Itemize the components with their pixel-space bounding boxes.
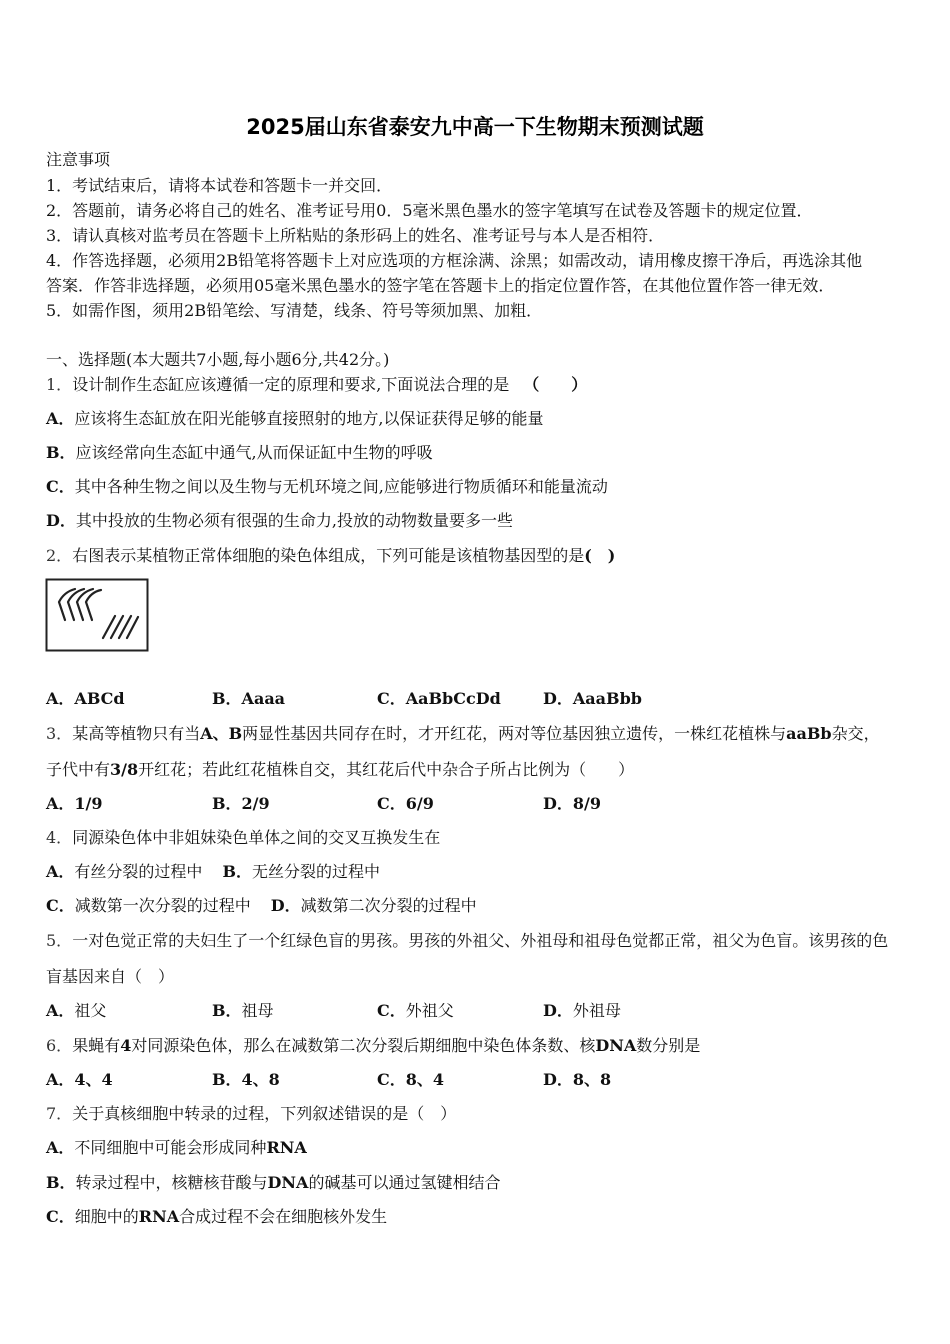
option-text: 外祖父: [405, 1001, 454, 1020]
option-b: [212, 794, 270, 814]
question-6-stem: [46, 1036, 700, 1056]
question-5-stem-line-2: [46, 967, 174, 987]
option-label: A．: [46, 1001, 75, 1020]
stem-text: 设计制作生态缸应该遵循一定的原理和要求,下面说法合理的是: [72, 375, 510, 394]
option-text: 有丝分裂的过程中: [74, 862, 203, 881]
question-number: 1．: [46, 375, 73, 394]
question-1-stem: [46, 375, 587, 395]
option-text: 8/9: [572, 794, 601, 813]
option-a: [46, 794, 103, 814]
option-label: B．: [212, 1001, 242, 1020]
option-a: [46, 1001, 106, 1021]
option-label: B．: [222, 862, 252, 881]
option-label: B．: [46, 443, 76, 462]
option-text: 祖父: [74, 1001, 107, 1020]
option-text: 不同细胞中可能会形成同种: [74, 1138, 267, 1157]
chromosome-stroke: [86, 590, 101, 620]
option-label: C．: [377, 794, 406, 813]
stem-text: 子代中有: [46, 760, 111, 779]
option-text: 8、8: [572, 1070, 612, 1089]
notice-heading: 注意事项: [46, 150, 111, 169]
option-label: C．: [377, 1070, 406, 1089]
stem-text: 杂交，: [831, 724, 880, 743]
stem-text: 某高等植物只有当: [72, 724, 201, 743]
option-c: [377, 1001, 454, 1021]
option-c: [377, 689, 501, 709]
stem-term: 4: [120, 1036, 132, 1055]
question-4-stem: [46, 828, 440, 848]
option-text: 祖母: [241, 1001, 274, 1020]
stem-term: A、B: [200, 724, 243, 743]
notice-line: 3．请认真核对监考员在答题卡上所粘贴的条形码上的姓名、准考证号与本人是否相符．: [46, 226, 665, 245]
option-text: 2/9: [241, 794, 270, 813]
question-6-options: [46, 1070, 906, 1090]
option-label: A．: [46, 1070, 75, 1089]
option-label: C．: [46, 1207, 75, 1226]
question-3-stem-line-1: [46, 724, 880, 744]
option-label: B．: [212, 794, 242, 813]
question-number: 6．: [46, 1036, 73, 1055]
option-d: [271, 896, 477, 915]
option-label: D．: [543, 1070, 573, 1089]
option-text: AaBbCcDd: [405, 689, 501, 708]
notice-line: 5．如需作图，须用2B铅笔绘、写清楚，线条、符号等须加黑、加粗．: [46, 301, 543, 320]
question-1-option-b: [46, 443, 433, 463]
chromosome-group-upper: [59, 589, 101, 620]
answer-blank: （ ）: [523, 375, 588, 394]
question-7-option-c: [46, 1207, 387, 1227]
question-number: 3．: [46, 724, 73, 743]
option-label: C．: [46, 477, 75, 496]
option-text: 减数第二次分裂的过程中: [300, 896, 477, 915]
question-7-option-a: [46, 1138, 307, 1158]
option-label: A．: [46, 794, 75, 813]
question-number: 2．: [46, 546, 73, 565]
question-1-option-a: [46, 409, 544, 429]
notice-line: 2．答题前，请务必将自己的姓名、准考证号用0．5毫米黑色墨水的签字笔填写在试卷及答题卡的规定位置．: [46, 201, 813, 220]
option-label: D．: [543, 1001, 573, 1020]
question-number: 4．: [46, 828, 73, 847]
option-label: A．: [46, 1138, 75, 1157]
option-c: [46, 896, 251, 915]
option-a: [46, 1070, 113, 1090]
stem-text: 关于真核细胞中转录的过程，下列叙述错误的是（ ）: [72, 1104, 457, 1123]
question-2-stem: [46, 546, 615, 566]
question-3-stem-line-2: [46, 760, 634, 780]
stem-term: aaBb: [786, 724, 832, 743]
option-text: 4、4: [74, 1070, 113, 1089]
option-text: 合成过程不会在细胞核外发生: [179, 1207, 388, 1226]
option-label: C．: [377, 689, 406, 708]
question-7-option-b: [46, 1173, 500, 1193]
question-7-stem: [46, 1104, 456, 1124]
option-label: D．: [46, 511, 76, 530]
option-text: Aaaa: [241, 689, 286, 708]
notice-line: 4．作答选择题，必须用2B铅笔将答题卡上对应选项的方框涂满、涂黑；如需改动，请用橡皮擦干净后，再选涂其他: [46, 251, 863, 270]
question-2-options: [46, 689, 906, 709]
question-number: 5．: [46, 931, 73, 950]
option-text: 转录过程中，核糖核苷酸与: [75, 1173, 268, 1192]
option-b: [222, 862, 380, 881]
option-text: 无丝分裂的过程中: [251, 862, 380, 881]
option-label: B．: [46, 1173, 76, 1192]
notice-line: 1．考试结束后，请将本试卷和答题卡一并交回．: [46, 176, 393, 195]
option-label: C．: [377, 1001, 406, 1020]
option-text: 其中投放的生物必须有很强的生命力,投放的动物数量要多一些: [75, 511, 513, 530]
option-text: 6/9: [405, 794, 434, 813]
stem-text: 果蝇有: [72, 1036, 121, 1055]
option-label: D．: [543, 794, 573, 813]
option-c: [377, 794, 434, 814]
option-text: 1/9: [74, 794, 103, 813]
stem-text: 开红花；若此红花植株自交，其红花后代中杂合子所占比例为（ ）: [138, 760, 635, 779]
option-term: RNA: [138, 1207, 180, 1226]
option-d: [543, 689, 642, 709]
notice-line: 答案．作答非选择题，必须用05毫米黑色墨水的签字笔在答题卡上的指定位置作答，在其他位置作答一律无效．: [46, 276, 835, 295]
option-a: [46, 689, 125, 709]
option-d: [543, 1070, 611, 1090]
stem-text: 对同源染色体，那么在减数第二次分裂后期细胞中染色体条数、核: [131, 1036, 596, 1055]
question-4-options-cd: [46, 896, 477, 916]
option-c: [377, 1070, 444, 1090]
option-label: C．: [46, 896, 75, 915]
option-label: A．: [46, 862, 75, 881]
option-text: 减数第一次分裂的过程中: [74, 896, 251, 915]
option-term: RNA: [266, 1138, 307, 1157]
stem-text: 一对色觉正常的夫妇生了一个红绿色盲的男孩。男孩的外祖父、外祖母和祖母色觉都正常，祖父为色盲。该男孩的色: [72, 931, 889, 950]
option-label: B．: [212, 1070, 242, 1089]
option-a: [46, 862, 202, 881]
option-text: ABCd: [74, 689, 125, 708]
question-1-option-d: [46, 511, 513, 531]
option-text: 细胞中的: [74, 1207, 139, 1226]
question-4-options-ab: [46, 862, 380, 882]
option-label: A．: [46, 689, 75, 708]
option-text: 应该将生态缸放在阳光能够直接照射的地方,以保证获得足够的能量: [74, 409, 544, 428]
option-b: [212, 689, 285, 709]
option-label: A．: [46, 409, 75, 428]
stem-text: 盲基因来自（ ）: [46, 967, 175, 986]
option-text: AaaBbb: [572, 689, 642, 708]
option-text: 外祖母: [572, 1001, 621, 1020]
option-text: 4、8: [241, 1070, 280, 1089]
answer-blank: ( ): [584, 546, 616, 565]
section-heading: 一、选择题(本大题共7小题,每小题6分,共42分。): [46, 350, 390, 369]
option-label: D．: [543, 689, 573, 708]
stem-text: 同源染色体中非姐妹染色单体之间的交叉互换发生在: [72, 828, 441, 847]
chromosome-figure: [45, 578, 150, 653]
option-d: [543, 794, 601, 814]
question-5-stem-line-1: [46, 931, 888, 951]
option-text: 应该经常向生态缸中通气,从而保证缸中生物的呼吸: [75, 443, 433, 462]
page-title: 2025届山东省泰安九中高一下生物期末预测试题: [246, 115, 704, 139]
option-b: [212, 1001, 274, 1021]
option-label: B．: [212, 689, 242, 708]
option-d: [543, 1001, 621, 1021]
option-term: DNA: [267, 1173, 309, 1192]
stem-text: 数分别是: [636, 1036, 701, 1055]
option-b: [212, 1070, 280, 1090]
stem-text: 右图表示某植物正常体细胞的染色体组成，下列可能是该植物基因型的是: [72, 546, 585, 565]
question-1-option-c: [46, 477, 608, 497]
option-text: 的碱基可以通过氢键相结合: [308, 1173, 501, 1192]
stem-term: DNA: [595, 1036, 637, 1055]
stem-text: 两显性基因共同存在时，才开红花，两对等位基因独立遗传，一株红花植株与: [242, 724, 787, 743]
option-text: 其中各种生物之间以及生物与无机环境之间,应能够进行物质循环和能量流动: [74, 477, 608, 496]
question-3-options: [46, 794, 906, 814]
option-label: D．: [270, 896, 301, 915]
question-number: 7．: [46, 1104, 73, 1123]
question-5-options: [46, 1001, 906, 1021]
option-text: 8、4: [405, 1070, 445, 1089]
stem-term: 3/8: [110, 760, 139, 779]
chromosome-group-lower: [103, 616, 138, 638]
